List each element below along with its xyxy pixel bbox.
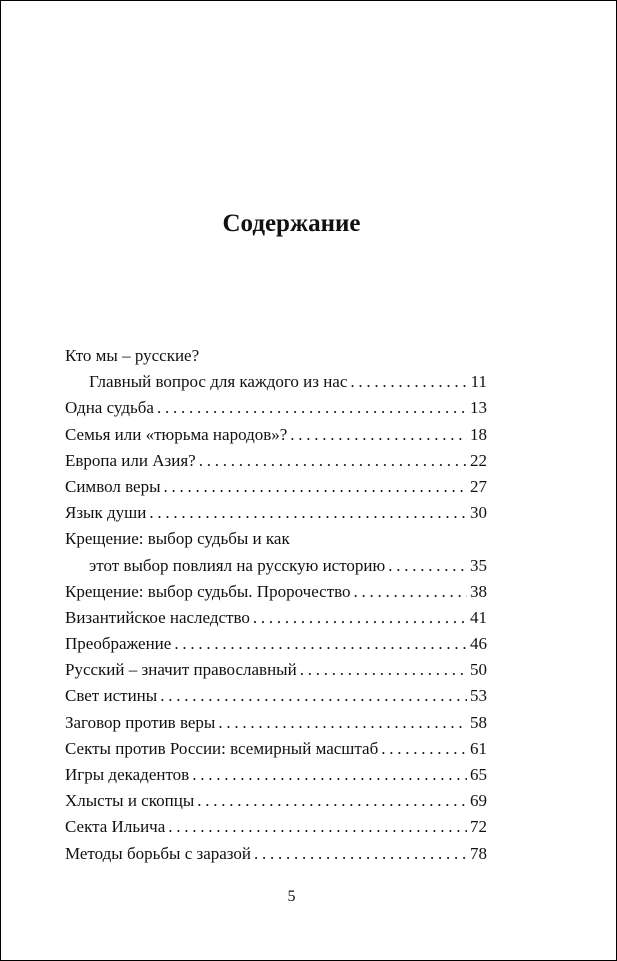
toc-entry-page: 65: [470, 765, 487, 784]
toc-entry-page: 53: [470, 686, 487, 706]
toc-entry[interactable]: [65, 762, 487, 788]
toc-entry-title: Секты против России: всемирный масштаб: [65, 738, 379, 758]
toc-entry-title: Одна судьба: [65, 398, 154, 418]
toc-entry-page: 58: [470, 712, 487, 732]
toc-entry[interactable]: [65, 500, 487, 526]
toc-entry[interactable]: [65, 736, 487, 762]
toc-entry[interactable]: [65, 683, 487, 709]
toc-entry-page: 13: [470, 398, 487, 418]
dot-leader: [297, 657, 467, 683]
toc-entry-page: 38: [470, 581, 487, 601]
toc-entry-page: 50: [470, 660, 487, 680]
table-of-contents: [65, 343, 487, 867]
dot-leader: [385, 553, 467, 579]
dot-leader: [189, 762, 467, 788]
toc-entry-page: 46: [470, 634, 487, 654]
toc-entry-title: этот выбор повлиял на русскую историю: [89, 555, 386, 575]
toc-entry-page: 11: [470, 372, 487, 392]
toc-entry-page: 35: [470, 555, 487, 575]
toc-entry[interactable]: [65, 579, 487, 605]
toc-entry-page: 18: [470, 424, 487, 444]
toc-entry[interactable]: [65, 788, 487, 814]
toc-entry-title: Символ веры: [65, 476, 161, 496]
toc-entry[interactable]: [65, 710, 487, 736]
dot-leader: [351, 579, 467, 605]
dot-leader: [157, 683, 467, 709]
toc-entry-page: 69: [470, 791, 487, 811]
dot-leader: [196, 448, 467, 474]
toc-entry[interactable]: [65, 631, 487, 657]
toc-entry[interactable]: [65, 395, 487, 421]
dot-leader: [165, 814, 467, 840]
toc-entry-page: 72: [470, 817, 487, 837]
page-number: 5: [287, 888, 296, 905]
toc-entry-title: Преображение: [65, 634, 172, 654]
dot-leader: [194, 788, 467, 814]
toc-entry-title: Заговор против веры: [65, 712, 216, 732]
toc-entry[interactable]: [65, 841, 487, 867]
toc-entry[interactable]: [65, 448, 487, 474]
toc-entry-title: Язык души: [65, 503, 147, 523]
dot-leader: [171, 631, 467, 657]
toc-entry-title: Методы борьбы с заразой: [65, 843, 252, 863]
toc-entry[interactable]: [65, 422, 487, 448]
dot-leader: [161, 474, 467, 500]
dot-leader: [251, 841, 467, 867]
toc-entry[interactable]: [65, 657, 487, 683]
toc-entry-page: 22: [470, 450, 487, 470]
toc-entry-title: Игры декадентов: [65, 765, 190, 784]
toc-entry-title: Главный вопрос для каждого из нас: [89, 372, 348, 392]
toc-entry[interactable]: [65, 553, 487, 579]
dot-leader: [250, 605, 467, 631]
toc-entry[interactable]: [65, 369, 487, 395]
toc-entry[interactable]: [65, 474, 487, 500]
toc-entry[interactable]: [65, 343, 487, 369]
toc-entry-title: Крещение: выбор судьбы. Пророчество: [65, 581, 351, 601]
toc-entry-page: 30: [470, 503, 487, 523]
toc-entry-page: 78: [470, 843, 487, 863]
toc-entry-title: Крещение: выбор судьбы и как: [65, 529, 290, 549]
dot-leader: [347, 369, 467, 395]
toc-entry-title: Семья или «тюрьма народов»?: [65, 424, 288, 444]
dot-leader: [146, 500, 467, 526]
toc-entry-title: Русский – значит православный: [65, 660, 297, 680]
toc-entry-title: Хлысты и скопцы: [65, 791, 195, 811]
page-title: Содержание: [222, 210, 361, 237]
toc-entry[interactable]: [65, 605, 487, 631]
dot-leader: [154, 395, 467, 421]
toc-entry[interactable]: [65, 526, 487, 552]
toc-entry-page: 41: [470, 607, 487, 627]
toc-entry-title: Европа или Азия?: [65, 450, 196, 470]
toc-entry-title: Кто мы – русские?: [65, 346, 200, 365]
dot-leader: [378, 736, 467, 762]
toc-entry-title: Византийское наследство: [65, 607, 250, 627]
dot-leader: [215, 710, 467, 736]
toc-entry-page: 61: [470, 738, 487, 758]
dot-leader: [287, 422, 467, 448]
toc-entry[interactable]: [65, 814, 487, 840]
toc-entry-title: Секта Ильича: [65, 817, 166, 837]
toc-entry-page: 27: [470, 476, 487, 496]
toc-entry-title: Свет истины: [65, 686, 158, 706]
